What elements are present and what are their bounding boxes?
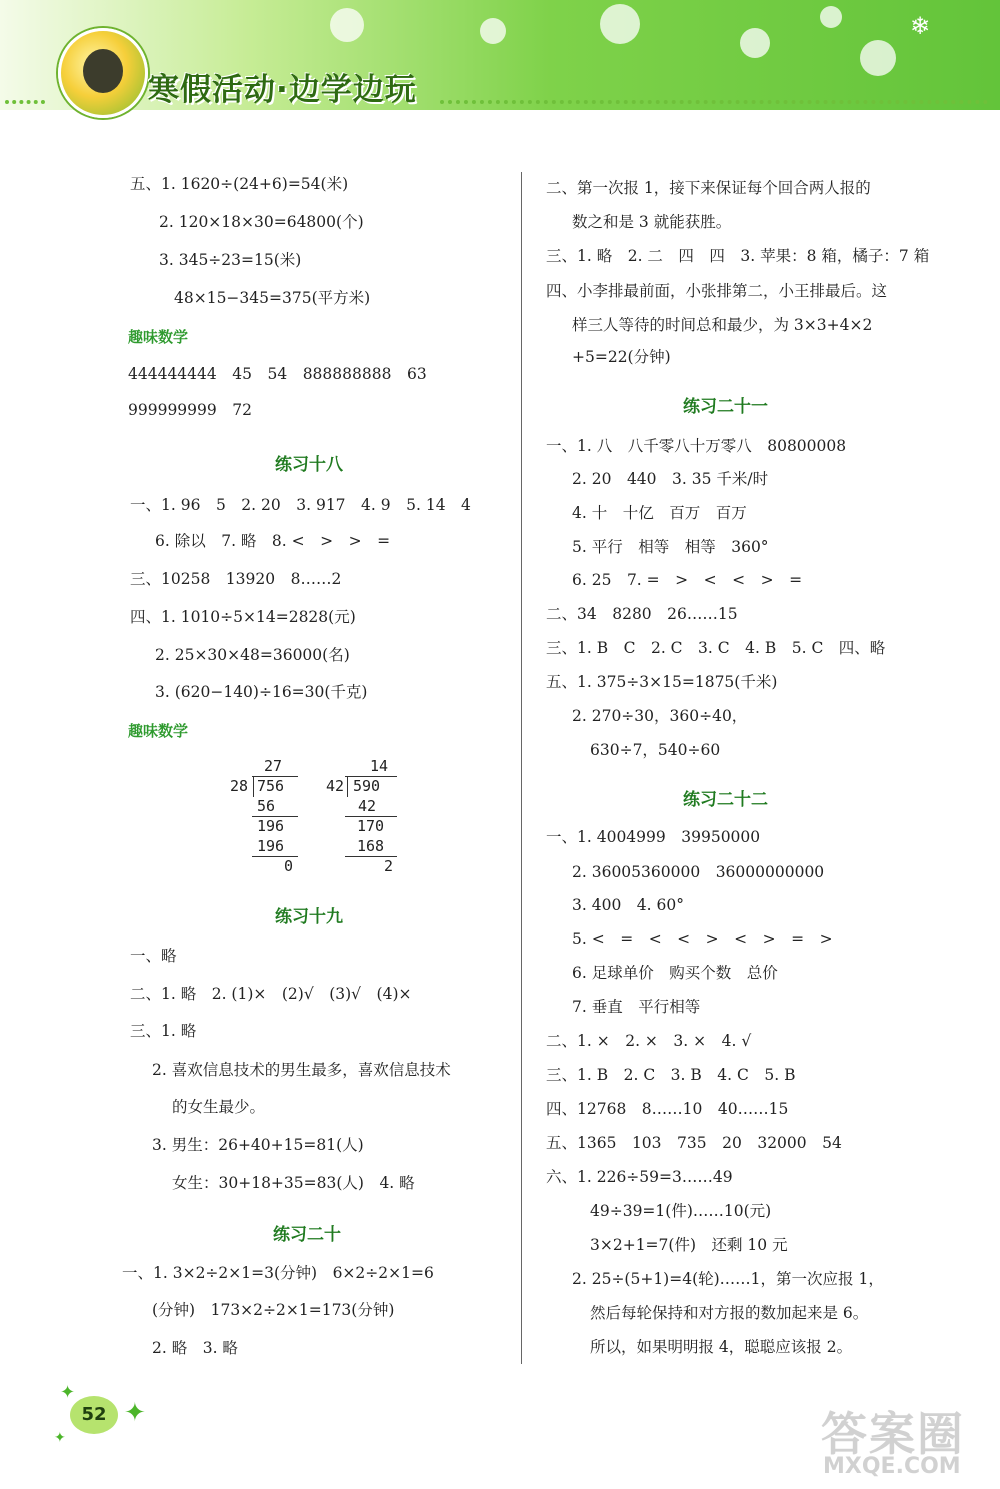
division-dividend: 590 [353,777,381,795]
exercise-title: 练习十九 [275,907,343,927]
answer-line: 2. 25÷(5+1)=4(轮)……1，第一次应报 1， [572,1270,884,1288]
answer-line: 6. 25 7. = > < < > = [572,571,803,589]
answer-line: 2. 20 440 3. 35 千米/时 [572,470,769,488]
answer-line: 四、小李排最前面，小张排第二，小王排最后。这 [546,282,888,300]
answer-line: 一、略 [130,947,177,965]
answer-line: 一、1. 4004999 39950000 [546,828,761,846]
division-quotient: 27 [264,757,283,775]
answer-line: 4. 十 十亿 百万 百万 [572,504,747,522]
division-bracket [347,776,348,797]
answer-line: 48×15−345=375(平方米) [174,289,371,307]
answer-line: 3. 345÷23=15(米) [159,251,302,269]
answer-line: 2. 270÷30，360÷40， [572,707,748,725]
division-bracket [253,776,254,797]
answer-line: 444444444 45 54 888888888 63 [128,365,427,383]
answer-line: 数之和是 3 就能获胜。 [572,213,732,231]
answer-line: 二、1. × 2. × 3. × 4. √ [546,1032,752,1050]
answer-line: 然后每轮保持和对方报的数加起来是 6。 [590,1304,869,1322]
division-step: 196 [257,837,285,855]
column-divider [521,172,522,1364]
section-label: 趣味数学 [128,328,189,346]
answer-line: 五、1. 375÷3×15=1875(千米) [546,673,778,691]
answer-line: 6. 除以 7. 略 8. < > > = [155,532,391,550]
answer-line: 999999999 72 [128,401,252,419]
division-dividend: 756 [257,777,285,795]
exercise-title: 练习二十 [273,1225,341,1245]
answer-line: 三、10258 13920 8……2 [130,570,342,588]
answer-line: +5=22(分钟) [572,348,671,366]
answer-line: 六、1. 226÷59=3……49 [546,1168,733,1186]
section-label: 趣味数学 [128,722,189,740]
page-number: 52 [70,1396,118,1434]
division-remainder: 2 [384,857,394,875]
division-divisor: 28 [230,777,249,795]
answer-line: 49÷39=1(件)……10(元) [590,1202,772,1220]
answer-line: 6. 足球单价 购买个数 总价 [572,964,778,982]
answer-line: 女生：30+18+35=83(人) 4. 略 [172,1174,415,1192]
answer-line: 三、1. 略 [130,1022,197,1040]
answer-line: 3. 400 4. 60° [572,896,684,914]
answer-line: 三、1. B 2. C 3. B 4. C 5. B [546,1066,796,1084]
exercise-title: 练习二十一 [683,397,768,417]
answer-line: 5. < = < < > < > = > [572,930,833,948]
division-divisor: 42 [326,777,345,795]
answer-line: 五、1. 1620÷(24+6)=54(米) [130,175,349,193]
exercise-title: 练习二十二 [683,790,768,810]
watermark-text: 答案圈 [821,1407,965,1461]
answer-line: 四、12768 8……10 40……15 [546,1100,789,1118]
division-step: 42 [358,797,377,815]
division-step: 56 [257,797,276,815]
header-title: 寒假活动·边学边玩 [148,72,417,108]
answer-line: (分钟) 173×2÷2×1=173(分钟) [152,1301,395,1319]
answer-line: 的女生最少。 [172,1098,266,1116]
answer-line: 二、第一次报 1，接下来保证每个回合两人报的 [546,179,871,197]
answer-line: 二、1. 略 2. (1)× (2)√ (3)√ (4)× [130,985,412,1003]
answer-line: 2. 喜欢信息技术的男生最多，喜欢信息技术 [152,1061,451,1079]
answer-line: 四、1. 1010÷5×14=2828(元) [130,608,356,626]
answer-line: 630÷7，540÷60 [590,741,721,759]
answer-line: 一、1. 96 5 2. 20 3. 917 4. 9 5. 14 4 [130,496,471,514]
answer-line: 7. 垂直 平行相等 [572,998,701,1016]
division-remainder: 0 [284,857,294,875]
answer-line: 一、1. 3×2÷2×1=3(分钟) 6×2÷2×1=6 [122,1264,434,1282]
answer-line: 样三人等待的时间总和最少，为 3×3+4×2 [572,316,873,334]
division-step: 196 [257,817,285,835]
answer-line: 五、1365 103 735 20 32000 54 [546,1134,842,1152]
answer-line: 2. 120×18×30=64800(个) [159,213,364,231]
division-quotient: 14 [370,757,389,775]
division-step: 168 [357,837,385,855]
answer-line: 3×2+1=7(件) 还剩 10 元 [590,1236,788,1254]
answer-line: 一、1. 八 八千零八十万零八 80800008 [546,437,847,455]
answer-line: 5. 平行 相等 相等 360° [572,538,769,556]
exercise-title: 练习十八 [275,455,343,475]
answer-line: 二、34 8280 26……15 [546,605,738,623]
sparkle-icon: ✦ [54,1430,66,1446]
answer-line: 3. 男生：26+40+15=81(人) [152,1136,364,1154]
answer-line: 三、1. 略 2. 二 四 四 3. 苹果：8 箱，橘子：7 箱 [546,247,930,265]
answer-line: 所以，如果明明报 4，聪聪应该报 2。 [590,1338,853,1356]
sparkle-icon: ✦ [60,1382,76,1403]
watermark-url: MXQE.COM [823,1454,961,1479]
answer-line: 2. 略 3. 略 [152,1339,238,1357]
answer-line: 三、1. B C 2. C 3. C 4. B 5. C 四、略 [546,639,886,657]
snowflake-icon: ❄ [910,12,931,40]
watermark-logo [815,1398,995,1486]
sparkle-icon: ✦ [124,1398,146,1428]
answer-line: 2. 36005360000 36000000000 [572,863,825,881]
answer-line: 3. (620−140)÷16=30(千克) [155,683,368,701]
division-step: 170 [357,817,385,835]
answer-line: 2. 25×30×48=36000(名) [155,646,350,664]
